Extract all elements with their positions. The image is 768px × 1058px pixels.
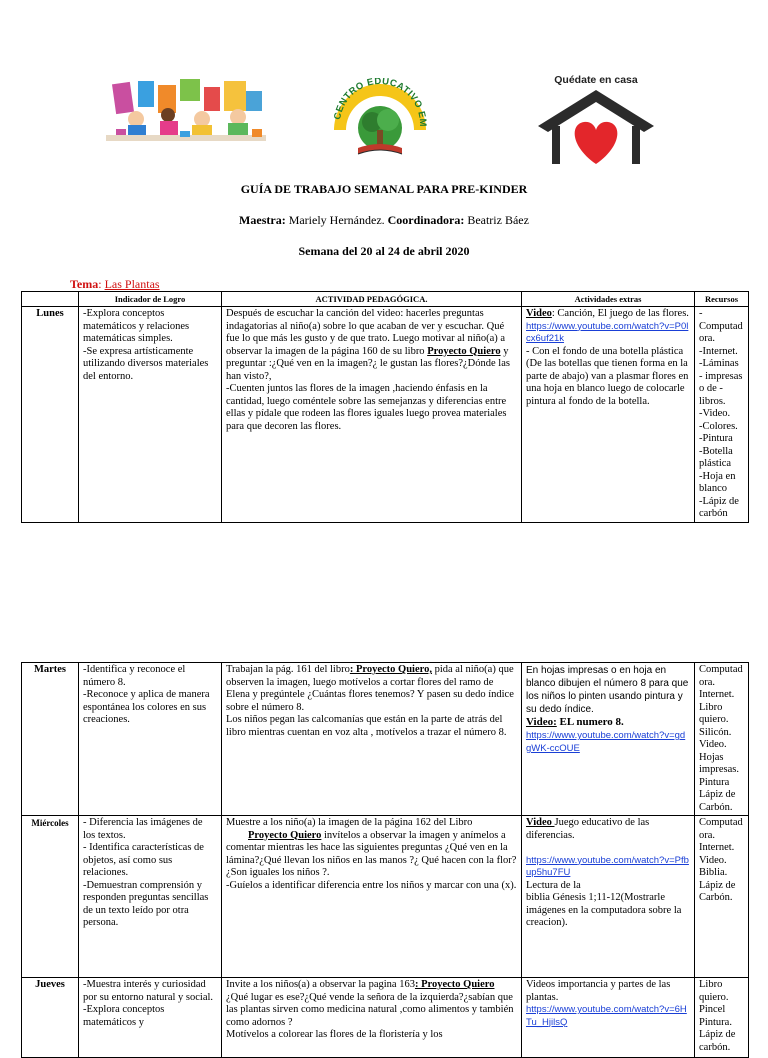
day-cell: Martes [22, 663, 79, 816]
activity-text: ¿Qué lugar es ese?¿Qué vende la señora de la izquierda?¿sabían que las plantas sirven como medicina natural ,como alimentos y también como adornos ? Motívelos a colorear las flores de la floristería y los [226, 991, 514, 1040]
column-header-extras: Actividades extras [522, 292, 695, 307]
day-cell: Miércoles [22, 816, 79, 978]
extras-cell [522, 307, 695, 523]
extras-cell [522, 978, 695, 1058]
indicator-cell: -Identifica y reconoce el número 8. -Reconoce y aplica de manera espontánea los colores en sus creaciones. [79, 663, 222, 816]
video-label: Video: [526, 716, 557, 728]
activity-cell [222, 816, 522, 978]
schedule-table-week [21, 662, 749, 1058]
topic-label: Tema [70, 277, 99, 291]
activity-text: y preguntar :¿Qué ven en la imagen?¿ le gustan las flores?¿Dónde las han visto?, -Cuenten juntos las flores de la imagen ,haciendo énfasis en la cantidad, luego coméntele sobre las semejanzas y diferencias entre ellas y pídale que rodeen las flores iguales luego provea materiales para que decoren las flores. [226, 345, 510, 432]
activity-text: invítelos a observar la imagen y anímelos a comentar mientras les hace las siguientes preguntas ¿Qué ven en la lámina?¿Qué llevan los niños en las manos ?¿ Qué hacen con la flor?¿Son iguales los niños ?. [226, 829, 517, 878]
resources-cell [695, 978, 749, 1058]
table-header-row [22, 292, 749, 307]
coordinator-name: Beatriz Báez [464, 213, 529, 227]
activity-text: Trabajan la pág. 161 del libro [226, 664, 350, 675]
column-header-activity: ACTIVIDAD PEDAGÓGICA. [222, 292, 522, 307]
day-label: Jueves [35, 979, 65, 990]
school-seal-logo [328, 78, 432, 164]
video-link[interactable]: https://www.youtube.com/watch?v=P0lcx6uf21k [526, 320, 689, 344]
extra-text: Lectura de la biblia Génesis 1;11-12(Mostrarle imágenes en la computadora sobre la creacion). [526, 879, 682, 928]
video-text: Juego educativo de las diferencias. [526, 817, 650, 841]
extra-text: Videos importancia y partes de las plantas. [526, 979, 671, 1003]
schedule-table-monday [21, 291, 749, 523]
table-row-jueves [22, 978, 749, 1058]
activity-cell [222, 307, 522, 523]
resources-cell: -Computadora. -Internet. -Láminas - impresas o de - libros. -Video. -Colores. -Pintura -Botella plástica -Hoja en blanco -Lápiz de carbón [695, 307, 749, 523]
indicator-cell: -Explora conceptos matemáticos y relaciones matemáticas simples. -Se expresa artísticamente utilizando diversos materiales del entorno. [79, 307, 222, 523]
activity-cell [222, 663, 522, 816]
resources-cell: Computadora. Internet. Video. Biblia. Lápiz de Carbón. [695, 816, 749, 978]
indicator-cell [79, 978, 222, 1058]
activity-text: Muestre a los niño(a) la imagen de la página 162 del Libro [226, 817, 473, 828]
video-link[interactable]: https://www.youtube.com/watch?v=Pfbup5hu7FU [526, 854, 689, 878]
resources-cell: Computadora. Internet. Libro quiero. Silicón. Video. Hojas impresas. Pintura Lápiz de Carbón. [695, 663, 749, 816]
extras-cell [522, 663, 695, 816]
teacher-name: Mariely Hernández. [285, 213, 388, 227]
book-title: : Proyecto Quiero, [349, 664, 432, 675]
svg-text:CENTRO EDUCATIVO EMANUEL: CENTRO EDUCATIVO EM [332, 78, 429, 128]
resources-text: Libro quiero. Pincel Pintura. Lápiz de carbón. [699, 979, 736, 1053]
table-row-lunes [22, 307, 749, 523]
kids-playing-logo [106, 77, 266, 141]
video-text: EL numero 8. [556, 716, 624, 728]
activity-cell [222, 978, 522, 1058]
table-row-martes [22, 663, 749, 816]
book-title: : Proyecto Quiero [414, 979, 495, 990]
coordinator-label: Coordinadora: [387, 213, 465, 227]
page-title: GUÍA DE TRABAJO SEMANAL PARA PRE-KINDER [240, 182, 528, 196]
book-title: Proyecto Quiero [427, 345, 501, 357]
video-link[interactable]: https://www.youtube.com/watch?v=6HTu_HjilsQ [526, 1004, 687, 1028]
indicator-text: -Muestra interés y curiosidad por su entorno natural y social. -Explora conceptos matemáticos y [83, 979, 214, 1028]
video-label: Video [526, 308, 552, 319]
topic-value: Las Plantas [104, 277, 160, 291]
indicator-cell: - Diferencia las imágenes de los textos. - Identifica características de objetos, así como sus relaciones. -Demuestran comprensión y responden preguntas sencillas de un texto leído por otra persona. [79, 816, 222, 978]
column-header-resources: Recursos [695, 292, 749, 307]
activity-text: Después de escuchar la canción del video: hacerles preguntas indagatorias al niño(a) sobre lo que acaban de ver y escuchar. Qué fue lo que más les gusto y de que trato. Luego motivar al niño(a) a observar la imagen de la página 160 de su libro [226, 308, 506, 357]
week-line: Semana del 20 al 24 de abril 2020 [298, 244, 470, 258]
extra-text: - Con el fondo de una botella plástica (De las botellas que tienen forma en la parte de abajo) van a plasmar flores en una hoja en blanco luego de colocarle pintura al fondo de la botella. [526, 345, 689, 407]
day-cell [22, 978, 79, 1058]
column-header-day [22, 292, 79, 307]
extras-cell [522, 816, 695, 978]
extra-text: En hojas impresas o en hoja en blanco dibujen el número 8 para que los niños lo pinten usando pintura y su dedo índice. [526, 665, 689, 715]
table-row-miercoles [22, 816, 749, 978]
book-title: Proyecto Quiero [248, 829, 322, 841]
activity-text: pida al niño(a) que observen la imagen, luego motívelos a cortar flores del ramo de Elena y pregúntele ¿Cuántas flores tenemos? Y pasen su dedo índice sobre el número 8. Los niños pegan las calcomanías que están en la parte de atrás del libro mientras cuentan en voz alta , motívelos a trazar el número 8. [226, 664, 514, 738]
stay-home-logo [530, 72, 662, 167]
activity-text: Invite a los niños(a) a observar la pagina 163 [226, 979, 415, 990]
topic-line: Tema: Las Plantas [70, 277, 160, 291]
column-header-indicator: Indicador de Logro [79, 292, 222, 307]
activity-text: -Guíelos a identificar diferencia entre los niños y marcar con una (x). [226, 879, 517, 891]
video-link[interactable]: https://www.youtube.com/watch?v=gdgWK-ccOUE [526, 730, 686, 754]
video-label: Video [526, 817, 555, 828]
staff-line [0, 213, 768, 228]
stay-home-caption: Quédate en casa [554, 74, 638, 86]
teacher-label: Maestra: [239, 213, 286, 227]
video-text: : Canción, El juego de las flores. [551, 308, 689, 319]
day-cell: Lunes [22, 307, 79, 523]
